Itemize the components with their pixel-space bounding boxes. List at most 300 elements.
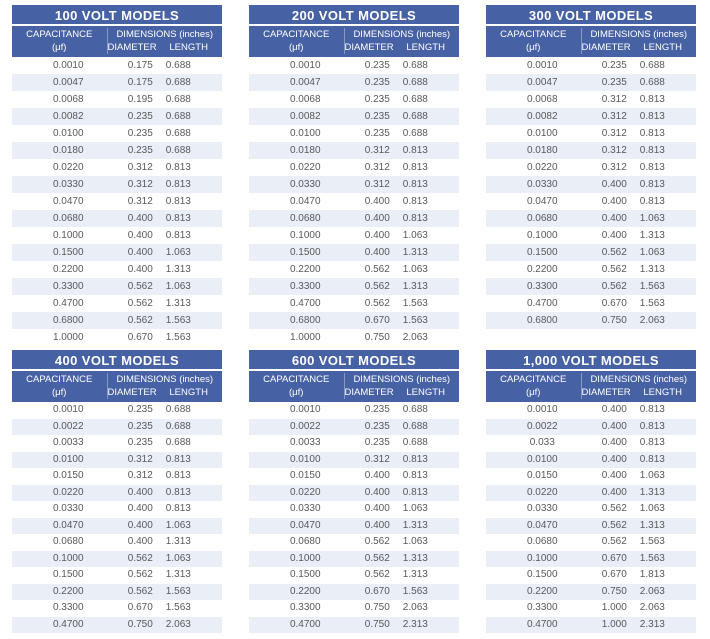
length-value: 0.688 <box>165 77 191 88</box>
capacitance-value: 0.0220 <box>289 162 321 173</box>
capacitance-value: 0.1000 <box>52 552 84 564</box>
length-value: 0.813 <box>639 128 665 139</box>
capacitance-value: 0.4700 <box>289 618 321 630</box>
col-header-unit: (μf) <box>526 387 541 398</box>
diameter-value: 0.562 <box>601 264 627 275</box>
length-value: 1.563 <box>402 315 428 326</box>
col-header-length: LENGTH <box>406 387 445 398</box>
diameter-value: 0.312 <box>364 453 390 465</box>
table-row <box>12 501 222 518</box>
col-header-capacitance: CAPACITANCE <box>26 374 93 385</box>
capacitance-value: 0.0220 <box>52 162 84 173</box>
diameter-value: 0.400 <box>601 486 627 498</box>
diameter-value: 0.312 <box>127 162 153 173</box>
diameter-value: 0.670 <box>601 552 627 564</box>
length-value: 1.063 <box>165 281 191 292</box>
length-value: 1.313 <box>639 519 665 531</box>
length-value: 1.563 <box>639 552 665 564</box>
diameter-value: 0.235 <box>364 94 390 105</box>
capacitance-value: 0.0068 <box>526 94 558 105</box>
diameter-value: 0.235 <box>127 111 153 122</box>
table-row <box>486 210 696 227</box>
diameter-value: 0.400 <box>601 470 627 481</box>
table-row <box>249 278 459 295</box>
capacitance-value: 0.0082 <box>52 111 84 122</box>
diameter-value: 0.400 <box>601 404 627 415</box>
table-row <box>486 261 696 278</box>
length-value: 0.813 <box>165 196 191 207</box>
capacitance-value: 0.0470 <box>526 196 558 207</box>
table-row <box>12 534 222 551</box>
length-value: 2.063 <box>639 585 665 597</box>
table-rows <box>12 57 222 346</box>
capacitance-value: 0.0150 <box>526 470 558 481</box>
table-title: 600 VOLT MODELS <box>249 350 459 371</box>
length-value: 1.313 <box>402 247 428 258</box>
capacitance-value: 0.1500 <box>526 247 558 258</box>
diameter-value: 0.235 <box>364 420 390 432</box>
table-row <box>12 74 222 91</box>
col-header-dimensions: DIMENSIONS (inches) <box>353 374 451 385</box>
length-value: 0.813 <box>165 453 191 465</box>
diameter-value: 0.312 <box>364 179 390 190</box>
table-row <box>12 91 222 108</box>
table-title: 200 VOLT MODELS <box>249 5 459 26</box>
diameter-value: 0.400 <box>364 503 390 514</box>
table-row <box>486 584 696 601</box>
capacitance-value: 0.0180 <box>52 145 84 156</box>
length-value: 0.688 <box>402 404 428 415</box>
capacitance-value: 0.0680 <box>526 536 558 547</box>
diameter-value: 0.235 <box>127 437 153 448</box>
table-row <box>249 617 459 634</box>
capacitance-value: 0.0180 <box>526 145 558 156</box>
table-row <box>486 419 696 436</box>
capacitance-value: 0.0470 <box>289 196 321 207</box>
table-row <box>249 244 459 261</box>
diameter-value: 0.235 <box>364 404 390 415</box>
diameter-value: 0.562 <box>127 315 153 326</box>
length-value: 0.813 <box>639 420 665 432</box>
diameter-value: 0.312 <box>601 145 627 156</box>
capacitance-value: 0.6800 <box>52 315 84 326</box>
col-header-dimensions: DIMENSIONS (inches) <box>116 29 214 40</box>
length-value: 0.813 <box>402 486 428 498</box>
table-row <box>249 534 459 551</box>
length-value: 1.563 <box>402 298 428 309</box>
table-row <box>249 567 459 584</box>
length-value: 1.063 <box>402 503 428 514</box>
length-value: 0.688 <box>402 77 428 88</box>
col-header-unit: (μf) <box>289 387 304 398</box>
length-value: 0.813 <box>165 162 191 173</box>
table-row <box>12 567 222 584</box>
capacitance-value: 0.0010 <box>526 60 558 71</box>
col-header-capacitance: CAPACITANCE <box>500 29 567 40</box>
col-header-length: LENGTH <box>406 42 445 53</box>
diameter-value: 0.750 <box>364 602 390 613</box>
length-value: 0.813 <box>402 470 428 481</box>
capacitance-value: 0.1500 <box>289 569 321 580</box>
capacitance-value: 0.0033 <box>289 437 321 448</box>
capacitance-value: 0.0220 <box>52 486 84 498</box>
table-row <box>249 108 459 125</box>
length-value: 0.688 <box>165 94 191 105</box>
col-header-length: LENGTH <box>169 387 208 398</box>
length-value: 1.063 <box>165 519 191 531</box>
capacitance-value: 0.0330 <box>526 179 558 190</box>
capacitance-value: 0.2200 <box>526 585 558 597</box>
table-row <box>12 312 222 329</box>
diameter-value: 1.000 <box>601 602 627 613</box>
length-value: 1.313 <box>639 264 665 275</box>
table-row <box>486 501 696 518</box>
capacitance-value: 0.0180 <box>289 145 321 156</box>
capacitance-value: 0.0680 <box>52 213 84 224</box>
diameter-value: 0.562 <box>127 585 153 597</box>
table-row <box>249 468 459 485</box>
length-value: 2.063 <box>165 618 191 630</box>
capacitance-value: 0.0680 <box>289 536 321 547</box>
length-value: 1.063 <box>639 503 665 514</box>
col-header-capacitance: CAPACITANCE <box>500 374 567 385</box>
diameter-value: 0.235 <box>601 60 627 71</box>
col-header-diameter: DIAMETER <box>344 387 394 398</box>
capacitance-value: 0.0100 <box>289 128 321 139</box>
table-row <box>12 244 222 261</box>
diameter-value: 0.400 <box>364 196 390 207</box>
diameter-value: 0.400 <box>127 264 153 275</box>
length-value: 1.563 <box>639 281 665 292</box>
table-column-headers <box>486 371 696 402</box>
capacitance-value: 0.0010 <box>526 404 558 415</box>
length-value: 1.313 <box>165 264 191 275</box>
length-value: 1.563 <box>165 332 191 343</box>
diameter-value: 0.235 <box>364 77 390 88</box>
voltage-table <box>249 350 459 633</box>
capacitance-value: 0.0680 <box>289 213 321 224</box>
capacitance-value: 0.0150 <box>289 470 321 481</box>
length-value: 1.313 <box>165 569 191 580</box>
length-value: 1.063 <box>402 536 428 547</box>
capacitance-value: 0.1000 <box>289 230 321 241</box>
col-header-diameter: DIAMETER <box>581 42 631 53</box>
diameter-value: 0.400 <box>127 486 153 498</box>
table-row <box>12 419 222 436</box>
diameter-value: 0.312 <box>127 470 153 481</box>
length-value: 2.063 <box>402 602 428 613</box>
col-header-diameter: DIAMETER <box>581 387 631 398</box>
table-row <box>249 176 459 193</box>
capacitance-value: 0.0047 <box>52 77 84 88</box>
table-row <box>12 551 222 568</box>
table-row <box>486 617 696 634</box>
table-row <box>486 567 696 584</box>
diameter-value: 0.235 <box>127 404 153 415</box>
table-row <box>486 534 696 551</box>
capacitance-value: 0.3300 <box>289 602 321 613</box>
diameter-value: 0.400 <box>127 503 153 514</box>
capacitance-value: 0.0470 <box>526 519 558 531</box>
col-header-unit: (μf) <box>52 42 67 53</box>
capacitance-value: 0.0010 <box>289 404 321 415</box>
diameter-value: 0.175 <box>127 60 153 71</box>
table-title: 400 VOLT MODELS <box>12 350 222 371</box>
length-value: 0.813 <box>165 503 191 514</box>
table-row <box>12 159 222 176</box>
length-value: 0.813 <box>639 196 665 207</box>
length-value: 0.813 <box>402 179 428 190</box>
length-value: 1.063 <box>165 552 191 564</box>
capacitance-value: 0.1000 <box>526 230 558 241</box>
col-header-diameter: DIAMETER <box>344 42 394 53</box>
capacitance-value: 0.1500 <box>526 569 558 580</box>
table-row <box>486 108 696 125</box>
capacitance-value: 0.0220 <box>526 486 558 498</box>
table-row <box>249 518 459 535</box>
length-value: 1.563 <box>165 585 191 597</box>
length-value: 0.688 <box>402 437 428 448</box>
diameter-value: 0.235 <box>127 128 153 139</box>
table-row <box>486 435 696 452</box>
capacitance-value: 0.0150 <box>52 470 84 481</box>
length-value: 0.688 <box>402 111 428 122</box>
diameter-value: 0.400 <box>601 230 627 241</box>
length-value: 0.813 <box>639 145 665 156</box>
diameter-value: 0.670 <box>364 315 390 326</box>
diameter-value: 0.562 <box>601 503 627 514</box>
capacitance-value: 0.0100 <box>52 453 84 465</box>
diameter-value: 0.400 <box>364 213 390 224</box>
capacitance-value: 0.3300 <box>52 281 84 292</box>
capacitance-value: 0.0047 <box>289 77 321 88</box>
capacitance-value: 0.1500 <box>52 247 84 258</box>
capacitance-value: 0.0680 <box>52 536 84 547</box>
capacitance-value: 0.0470 <box>289 519 321 531</box>
capacitance-value: 0.0100 <box>289 453 321 465</box>
table-rows <box>249 57 459 346</box>
length-value: 1.813 <box>639 569 665 580</box>
capacitance-value: 0.3300 <box>526 281 558 292</box>
diameter-value: 0.562 <box>127 569 153 580</box>
table-row <box>486 142 696 159</box>
table-row <box>12 193 222 210</box>
table-row <box>249 551 459 568</box>
length-value: 1.063 <box>402 264 428 275</box>
diameter-value: 0.400 <box>127 519 153 531</box>
diameter-value: 0.312 <box>127 196 153 207</box>
table-row <box>486 402 696 419</box>
length-value: 0.688 <box>402 60 428 71</box>
diameter-value: 0.562 <box>127 552 153 564</box>
length-value: 2.063 <box>639 315 665 326</box>
col-header-length: LENGTH <box>643 387 682 398</box>
length-value: 0.813 <box>165 230 191 241</box>
length-value: 0.688 <box>402 420 428 432</box>
diameter-value: 0.750 <box>127 618 153 630</box>
length-value: 0.813 <box>639 94 665 105</box>
capacitance-value: 0.6800 <box>526 315 558 326</box>
col-header-unit: (μf) <box>289 42 304 53</box>
col-header-unit: (μf) <box>52 387 67 398</box>
table-column-headers <box>249 371 459 402</box>
capacitance-value: 0.0470 <box>52 196 84 207</box>
capacitance-value: 0.4700 <box>52 298 84 309</box>
length-value: 1.313 <box>402 569 428 580</box>
col-header-capacitance: CAPACITANCE <box>263 29 330 40</box>
capacitance-value: 0.3300 <box>52 602 84 613</box>
table-row <box>486 227 696 244</box>
diameter-value: 0.400 <box>601 437 627 448</box>
length-value: 2.063 <box>402 332 428 343</box>
diameter-value: 0.562 <box>364 552 390 564</box>
table-title: 100 VOLT MODELS <box>12 5 222 26</box>
length-value: 1.563 <box>639 298 665 309</box>
table-row <box>249 193 459 210</box>
capacitance-value: 0.2200 <box>52 264 84 275</box>
capacitance-value: 0.0470 <box>52 519 84 531</box>
table-row <box>249 435 459 452</box>
table-row <box>486 468 696 485</box>
table-row <box>486 600 696 617</box>
table-row <box>486 91 696 108</box>
table-row <box>12 485 222 502</box>
diameter-value: 0.400 <box>601 179 627 190</box>
table-row <box>12 518 222 535</box>
voltage-table <box>12 350 222 633</box>
table-row <box>486 57 696 74</box>
capacitance-value: 0.0010 <box>52 60 84 71</box>
capacitance-value: 0.0100 <box>526 128 558 139</box>
table-row <box>486 278 696 295</box>
table-row <box>12 468 222 485</box>
capacitance-value: 0.2200 <box>289 264 321 275</box>
table-row <box>249 584 459 601</box>
capacitance-value: 0.3300 <box>526 602 558 613</box>
diameter-value: 0.750 <box>364 332 390 343</box>
length-value: 1.063 <box>639 213 665 224</box>
capacitance-value: 0.0022 <box>526 420 558 432</box>
col-header-dimensions: DIMENSIONS (inches) <box>353 29 451 40</box>
length-value: 1.313 <box>639 230 665 241</box>
col-header-dimensions: DIMENSIONS (inches) <box>590 29 688 40</box>
diameter-value: 0.562 <box>127 298 153 309</box>
capacitance-value: 0.0100 <box>52 128 84 139</box>
table-row <box>12 227 222 244</box>
table-rows <box>486 402 696 633</box>
length-value: 0.813 <box>165 470 191 481</box>
length-value: 0.688 <box>165 128 191 139</box>
length-value: 1.063 <box>639 470 665 481</box>
diameter-value: 0.312 <box>601 162 627 173</box>
col-header-diameter: DIAMETER <box>107 42 157 53</box>
diameter-value: 0.670 <box>127 332 153 343</box>
diameter-value: 0.175 <box>127 77 153 88</box>
capacitance-value: 0.0047 <box>526 77 558 88</box>
table-row <box>12 142 222 159</box>
table-row <box>12 435 222 452</box>
capacitance-value: 0.0680 <box>526 213 558 224</box>
capacitance-value: 0.0220 <box>289 486 321 498</box>
capacitance-value: 0.0330 <box>289 503 321 514</box>
table-row <box>249 227 459 244</box>
diameter-value: 0.400 <box>127 247 153 258</box>
capacitance-value: 0.0010 <box>52 404 84 415</box>
capacitance-value: 0.033 <box>529 437 555 448</box>
diameter-value: 0.400 <box>601 213 627 224</box>
length-value: 0.688 <box>165 60 191 71</box>
diameter-value: 0.400 <box>127 213 153 224</box>
diameter-value: 0.750 <box>601 585 627 597</box>
table-title: 1,000 VOLT MODELS <box>486 350 696 371</box>
capacitance-value: 1.0000 <box>52 332 84 343</box>
length-value: 0.688 <box>639 77 665 88</box>
length-value: 0.813 <box>639 437 665 448</box>
length-value: 0.813 <box>639 111 665 122</box>
col-header-unit: (μf) <box>526 42 541 53</box>
capacitance-value: 0.0068 <box>52 94 84 105</box>
capacitance-value: 0.0082 <box>289 111 321 122</box>
length-value: 1.063 <box>402 230 428 241</box>
table-column-headers <box>12 371 222 402</box>
table-row <box>12 210 222 227</box>
capacitance-value: 0.0068 <box>289 94 321 105</box>
diameter-value: 0.562 <box>601 519 627 531</box>
length-value: 0.813 <box>402 196 428 207</box>
diameter-value: 0.235 <box>127 145 153 156</box>
diameter-value: 0.312 <box>601 94 627 105</box>
length-value: 0.813 <box>402 162 428 173</box>
voltage-table <box>12 5 222 346</box>
diameter-value: 0.312 <box>127 453 153 465</box>
capacitance-value: 0.0330 <box>52 179 84 190</box>
col-header-capacitance: CAPACITANCE <box>263 374 330 385</box>
diameter-value: 0.562 <box>601 536 627 547</box>
length-value: 1.313 <box>402 519 428 531</box>
capacitance-value: 0.0330 <box>52 503 84 514</box>
length-value: 0.813 <box>165 486 191 498</box>
col-header-diameter: DIAMETER <box>107 387 157 398</box>
diameter-value: 0.400 <box>127 536 153 547</box>
table-row <box>249 402 459 419</box>
table-row <box>486 176 696 193</box>
capacitance-value: 0.2200 <box>526 264 558 275</box>
length-value: 0.688 <box>165 404 191 415</box>
table-row <box>12 617 222 634</box>
tables-row-top <box>12 5 710 346</box>
length-value: 1.313 <box>165 298 191 309</box>
length-value: 1.563 <box>402 585 428 597</box>
capacitance-value: 0.4700 <box>289 298 321 309</box>
diameter-value: 0.400 <box>127 230 153 241</box>
tables-row-bottom <box>12 350 710 633</box>
capacitance-value: 0.0100 <box>526 453 558 465</box>
length-value: 1.063 <box>639 247 665 258</box>
length-value: 0.813 <box>639 404 665 415</box>
length-value: 2.313 <box>639 618 665 630</box>
diameter-value: 0.670 <box>364 585 390 597</box>
diameter-value: 0.235 <box>364 128 390 139</box>
table-row <box>249 57 459 74</box>
length-value: 0.813 <box>165 179 191 190</box>
table-row <box>249 142 459 159</box>
diameter-value: 0.400 <box>364 470 390 481</box>
table-row <box>486 452 696 469</box>
table-rows <box>249 402 459 633</box>
voltage-table <box>249 5 459 346</box>
capacitance-value: 0.1000 <box>289 552 321 564</box>
length-value: 0.813 <box>402 145 428 156</box>
